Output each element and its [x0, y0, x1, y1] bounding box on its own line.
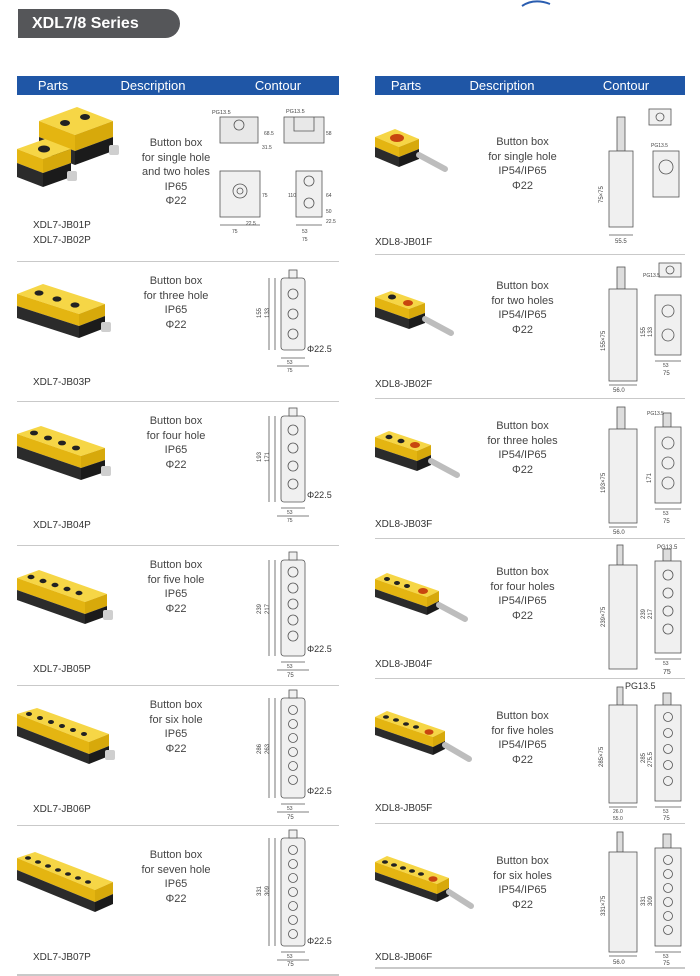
product-row	[375, 95, 685, 255]
dim-label: 53	[663, 954, 669, 960]
product-row	[17, 686, 339, 826]
part-description: Button box for three hole IP65 Φ22	[143, 275, 209, 331]
contour-drawing	[597, 830, 685, 966]
dim-label: 155×75	[601, 330, 607, 351]
dim-label: 75	[302, 237, 308, 243]
part-description: Button box for five holes IP54/IP65 Φ22	[491, 710, 554, 766]
dim-label: 75	[663, 519, 670, 525]
dim-label: 171	[265, 451, 271, 462]
dim-label: Φ22.5	[307, 644, 332, 654]
table-bottom-rule	[17, 974, 339, 976]
part-description: Button box for five hole IP65 Φ22	[147, 559, 205, 615]
dim-label: 285×75	[599, 746, 605, 767]
dim-label: 58	[326, 131, 332, 137]
dim-label: Φ22.5	[307, 490, 332, 500]
dim-label: 75	[262, 193, 268, 199]
part-code: XDL7-JB04P	[33, 520, 91, 531]
dim-label: 75	[663, 669, 671, 676]
dim-label: 53	[663, 363, 669, 369]
contour-drawing	[255, 830, 339, 968]
dim-label: 133	[648, 326, 654, 337]
dim-label: 56.0	[613, 960, 625, 966]
contour-drawing	[255, 268, 339, 388]
product-row	[375, 679, 685, 824]
dim-label: Φ22.5	[307, 344, 332, 354]
product-row	[17, 95, 339, 262]
dim-label: PG13.5	[643, 273, 660, 279]
part-code: XDL8-JB03F	[375, 519, 433, 530]
dim-label: 331×75	[601, 895, 607, 916]
table-bottom-rule	[375, 967, 685, 969]
dim-label: 75	[663, 961, 670, 967]
dim-label: 309	[648, 895, 654, 906]
dim-label: PG13.5	[286, 109, 305, 115]
dim-label: 53	[663, 511, 669, 517]
product-row	[375, 399, 685, 539]
part-description: Button box for single hole and two holes IP65 Φ22	[141, 137, 211, 207]
dim-label: 286	[257, 743, 263, 754]
product-photo	[375, 127, 465, 193]
part-code: XDL8-JB02F	[375, 379, 433, 390]
dim-label: 68.5	[264, 131, 274, 137]
dim-label: 22.5	[326, 219, 336, 225]
dim-label: 285	[641, 752, 647, 763]
dim-label: 217	[648, 608, 654, 619]
dim-label: 193	[257, 451, 263, 462]
dim-label: 53	[663, 809, 669, 815]
dim-label: 53	[287, 360, 293, 366]
part-code: XDL7-JB06P	[33, 804, 91, 815]
part-description: Button box for four hole IP65 Φ22	[146, 415, 206, 471]
part-code: XDL7-JB07P	[33, 952, 91, 963]
dim-label: 26.0	[613, 809, 623, 815]
part-code: XDL8-JB06F	[375, 952, 433, 963]
part-code: XDL8-JB05F	[375, 803, 433, 814]
dim-label: 53	[663, 661, 669, 667]
contour-drawing	[597, 107, 685, 247]
dim-label: 239	[641, 608, 647, 619]
product-row	[375, 824, 685, 967]
product-row	[375, 255, 685, 399]
product-photo	[375, 852, 475, 928]
series-title: XDL7/8 Series	[18, 9, 180, 38]
part-description: Button box for seven hole IP65 Φ22	[141, 849, 211, 905]
product-photo	[17, 848, 117, 924]
part-code: XDL8-JB04F	[375, 659, 433, 670]
dim-label: 275.5	[648, 751, 654, 767]
dim-label: 309	[265, 885, 271, 896]
part-code: XDL8-JB01F	[375, 237, 433, 248]
product-row	[17, 826, 339, 974]
product-photo	[17, 566, 117, 636]
dim-label: PG13.5	[651, 143, 668, 149]
dim-label: PG13.5	[647, 411, 664, 417]
dim-label: 75	[663, 371, 670, 377]
dim-label: 64	[326, 193, 332, 199]
contour-drawing	[255, 690, 339, 822]
dim-label: 53	[287, 510, 293, 516]
contour-drawing	[597, 403, 685, 535]
dim-label: 239×75	[601, 606, 607, 627]
table-header	[375, 76, 685, 95]
part-description: Button box for single hole IP54/IP65 Φ22	[488, 136, 557, 192]
dim-label: 53	[287, 664, 293, 670]
dim-label: 22.5	[246, 221, 256, 227]
dim-label: 53	[287, 806, 293, 812]
header-description: Description	[120, 78, 186, 93]
product-photo	[17, 107, 117, 195]
header-description: Description	[469, 78, 535, 93]
contour-drawing	[597, 543, 685, 677]
dim-label: 31.5	[262, 145, 272, 151]
header-contour: Contour	[254, 78, 302, 93]
header-parts: Parts	[390, 78, 422, 93]
dim-label: 171	[647, 472, 653, 483]
contour-drawing	[255, 406, 339, 536]
product-photo	[375, 569, 471, 635]
dim-label: 331	[257, 885, 263, 896]
dim-label: 75×75	[599, 186, 605, 203]
dim-label: 75	[287, 815, 294, 821]
part-description: Button box for six holes IP54/IP65 Φ22	[493, 855, 552, 911]
dim-label: 75	[287, 368, 293, 374]
part-code: XDL7-JB03P	[33, 377, 91, 388]
product-row	[17, 262, 339, 402]
contour-drawing	[597, 679, 685, 821]
brand-logo-fragment	[520, 0, 560, 8]
dim-label: 155	[641, 326, 647, 337]
dim-label: 56.0	[613, 530, 625, 536]
dim-label: 331	[641, 895, 647, 906]
xdl8-table	[375, 76, 685, 969]
product-photo	[375, 287, 465, 349]
header-contour: Contour	[602, 78, 650, 93]
table-header	[17, 76, 339, 95]
part-code: XDL7-JB02P	[33, 235, 91, 246]
product-row	[17, 402, 339, 546]
product-photo	[17, 704, 117, 776]
part-description: Button box for two holes IP54/IP65 Φ22	[491, 280, 554, 336]
dim-label: 55.0	[613, 816, 623, 822]
dim-label: 239	[257, 603, 263, 614]
contour-drawing	[202, 105, 339, 255]
contour-drawing	[597, 261, 685, 395]
dim-label: PG13.5	[212, 110, 231, 116]
dim-label: 75	[232, 229, 238, 235]
xdl7-table	[17, 76, 339, 976]
dim-label: 133	[265, 307, 271, 318]
contour-drawing	[255, 552, 339, 682]
product-photo	[375, 427, 465, 493]
part-code: XDL7-JB05P	[33, 664, 91, 675]
dim-label: 75	[287, 962, 294, 968]
part-description: Button box for six hole IP65 Φ22	[149, 699, 203, 755]
dim-label: 50	[326, 209, 332, 215]
dim-label: 155	[257, 307, 263, 318]
dim-label: 55.5	[615, 239, 627, 245]
dim-label: 217	[265, 603, 271, 614]
header-parts: Parts	[37, 78, 69, 93]
dim-label: 75	[287, 673, 294, 679]
product-row	[17, 546, 339, 686]
product-photo	[375, 707, 473, 777]
dim-label: 53	[302, 229, 308, 235]
dim-label: 110	[288, 193, 296, 199]
product-row	[375, 539, 685, 679]
part-code: XDL7-JB01P	[33, 220, 91, 231]
dim-label: 56.0	[613, 388, 625, 394]
product-photo	[17, 280, 117, 350]
dim-label: PG13.5	[625, 681, 656, 691]
product-photo	[17, 422, 117, 492]
dim-label: Φ22.5	[307, 936, 332, 946]
dim-label: 75	[287, 518, 293, 524]
dim-label: Φ22.5	[307, 786, 332, 796]
part-description: Button box for three holes IP54/IP65 Φ22	[487, 420, 558, 476]
dim-label: 75	[663, 816, 670, 822]
part-description: Button box for four holes IP54/IP65 Φ22	[490, 566, 555, 622]
dim-label: 193×75	[601, 472, 607, 493]
dim-label: PG13.5	[657, 545, 678, 551]
dim-label: 263	[265, 743, 271, 754]
dim-label: 53	[287, 954, 293, 960]
